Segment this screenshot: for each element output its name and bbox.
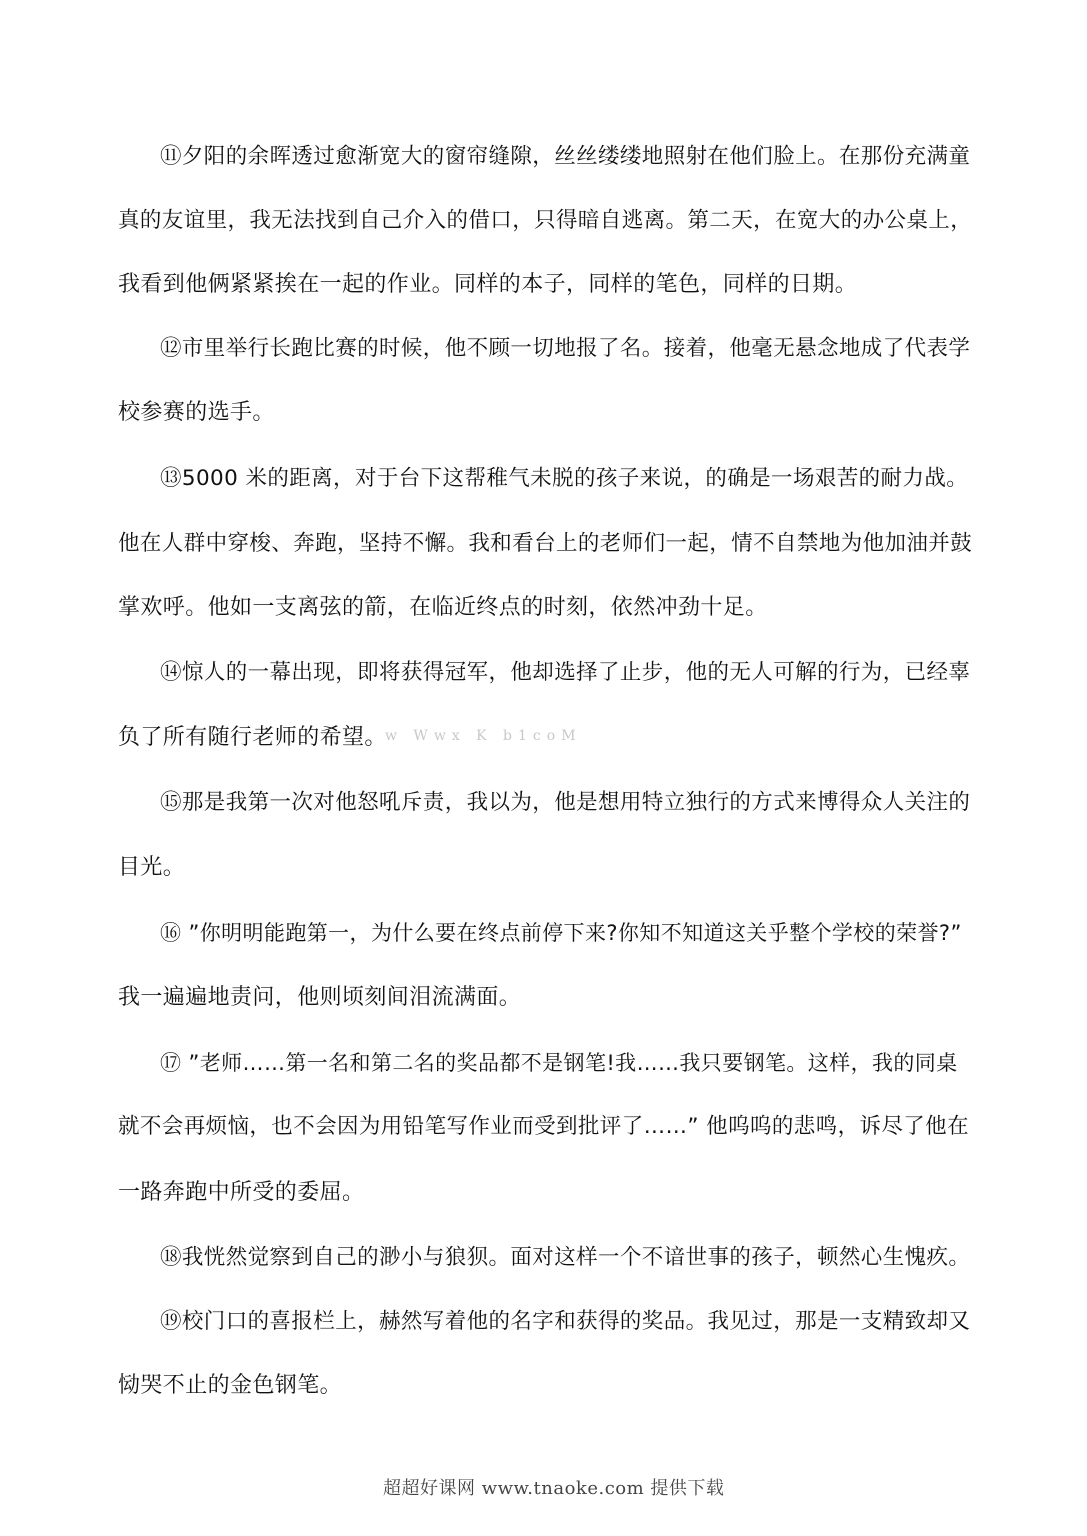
page-footer: 超超好课网 www.tnaoke.com 提供下载 (383, 1478, 725, 1499)
paragraph-13-line-1: ⑬5000 米的距离，对于台下这帮稚气未脱的孩子来说，的确是一场艰苦的耐力战。 (160, 466, 969, 491)
paragraph-19-line-1: ⑲校门口的喜报栏上，赫然写着他的名字和获得的奖品。我见过，那是一支精致却又 (160, 1309, 971, 1334)
paragraph-15-line-1: ⑮那是我第一次对他怒吼斥责，我以为，他是想用特立独行的方式来博得众人关注的 (160, 790, 971, 815)
paragraph-11-line-3: 我看到他俩紧紧挨在一起的作业。同样的本子，同样的笔色，同样的日期。 (118, 272, 858, 297)
paragraph-14-line-2: 负了所有随行老师的希望。 (118, 725, 387, 750)
paragraph-17-line-2: 就不会再烦恼，也不会因为用铅笔写作业而受到批评了……” 他呜呜的悲鸣，诉尽了他在 (118, 1114, 969, 1139)
paragraph-17-line-3: 一路奔跑中所受的委屈。 (118, 1180, 365, 1205)
paragraph-12-line-1: ⑫市里举行长跑比赛的时候，他不顾一切地报了名。接着，他毫无悬念地成了代表学 (160, 336, 971, 361)
paragraph-19-line-2: 恸哭不止的金色钢笔。 (118, 1373, 343, 1398)
paragraph-11-line-2: 真的友谊里，我无法找到自己介入的借口，只得暗自逃离。第二天，在宽大的办公桌上， (118, 208, 973, 233)
paragraph-13-line-2: 他在人群中穿梭、奔跑，坚持不懈。我和看台上的老师们一起，情不自禁地为他加油并鼓 (118, 531, 973, 556)
paragraph-18-line-1: ⑱我恍然觉察到自己的渺小与狼狈。面对这样一个不谙世事的孩子，顿然心生愧疚。 (160, 1245, 971, 1270)
paragraph-13-line-3: 掌欢呼。他如一支离弦的箭，在临近终点的时刻，依然冲劲十足。 (118, 595, 768, 620)
paragraph-17-line-1: ⑰ ”老师……第一名和第二名的奖品都不是钢笔!我……我只要钢笔。这样，我的同桌 (160, 1051, 958, 1075)
paragraph-11-line-1: ⑪夕阳的余晖透过愈渐宽大的窗帘缝隙，丝丝缕缕地照射在他们脸上。在那份充满童 (160, 144, 971, 169)
paragraph-16-line-2: 我一遍遍地责问，他则顷刻间泪流满面。 (118, 985, 522, 1010)
paragraph-15-line-2: 目光。 (118, 855, 186, 880)
paragraph-12-line-2: 校参赛的选手。 (118, 400, 275, 425)
paragraph-16-line-1: ⑯ ”你明明能跑第一，为什么要在终点前停下来?你知不知道这关乎整个学校的荣誉?” (160, 921, 962, 945)
paragraph-14-line-1: ⑭惊人的一幕出现，即将获得冠军，他却选择了止步，他的无人可解的行为，已经辜 (160, 660, 971, 685)
inline-watermark: w Wwx K b1coM (385, 728, 582, 744)
